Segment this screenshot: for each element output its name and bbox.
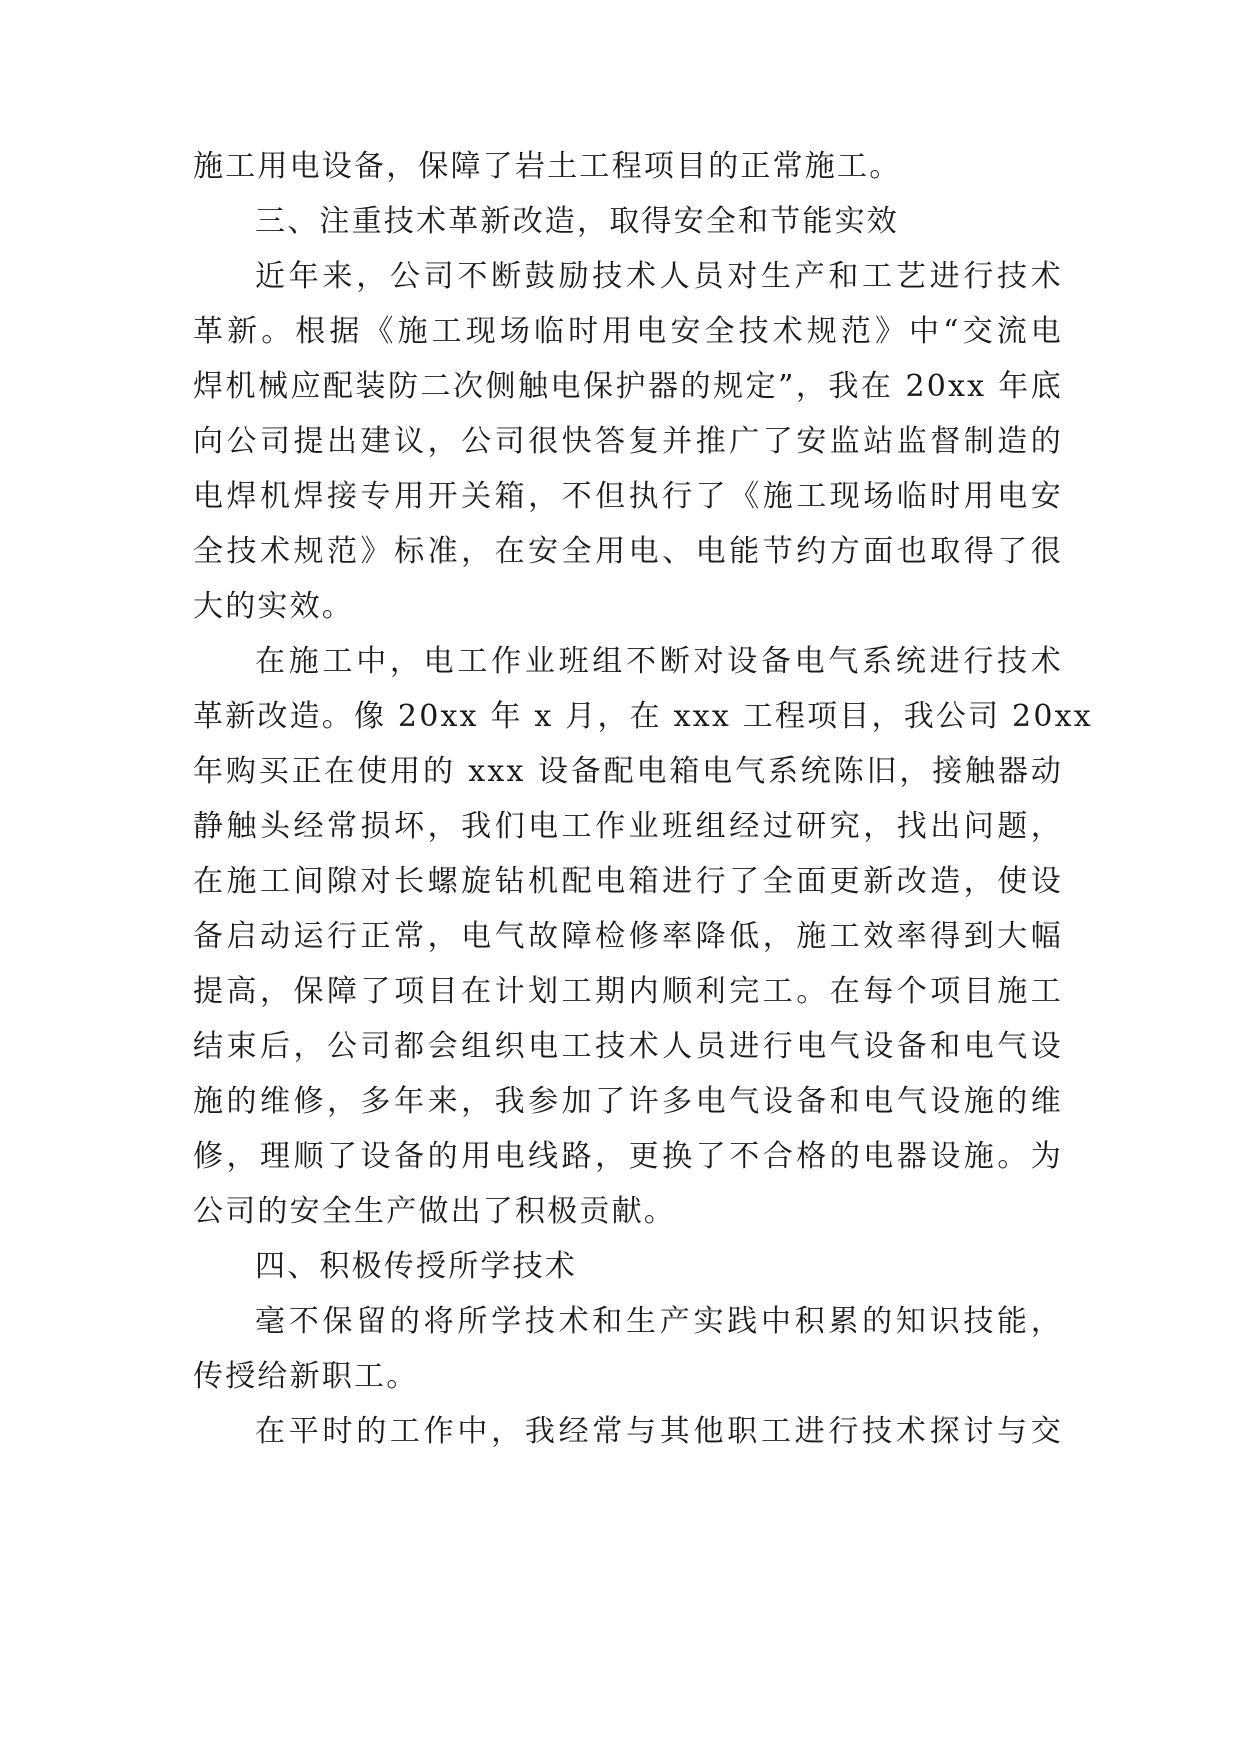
text-line: 静触头经常损坏，我们电工作业班组经过研究，找出问题，: [193, 809, 1063, 844]
text-line: 革新。根据《施工现场临时用电安全技术规范》中“交流电: [193, 314, 1063, 349]
section-heading: 三、注重技术革新改造，取得安全和节能实效: [255, 204, 899, 239]
text-line: 大的实效。: [193, 589, 354, 624]
text-line: 施的维修，多年来，我参加了许多电气设备和电气设施的维: [193, 1084, 1063, 1119]
text-line: 向公司提出建议，公司很快答复并推广了安监站监督制造的: [193, 424, 1063, 459]
text-line: 修，理顺了设备的用电线路，更换了不合格的电器设施。为: [193, 1139, 1063, 1174]
text-line: 在施工中，电工作业班组不断对设备电气系统进行技术: [255, 644, 1063, 679]
text-line: 革新改造。像 20xx 年 x 月，在 xxx 工程项目，我公司 20xx: [193, 699, 1093, 734]
text-line: 传授给新职工。: [193, 1359, 419, 1394]
text-line: 近年来，公司不断鼓励技术人员对生产和工艺进行技术: [255, 259, 1063, 294]
text-line: 结束后，公司都会组织电工技术人员进行电气设备和电气设: [193, 1029, 1063, 1064]
text-line: 备启动运行正常，电气故障检修率降低，施工效率得到大幅: [193, 919, 1063, 954]
text-line: 在平时的工作中，我经常与其他职工进行技术探讨与交: [255, 1414, 1063, 1449]
section-heading: 四、积极传授所学技术: [255, 1249, 577, 1284]
text-line: 在施工间隙对长螺旋钻机配电箱进行了全面更新改造，使设: [193, 864, 1063, 899]
text-line: 毫不保留的将所学技术和生产实践中积累的知识技能，: [255, 1304, 1063, 1339]
text-line: 施工用电设备，保障了岩土工程项目的正常施工。: [193, 149, 902, 184]
text-line: 全技术规范》标准，在安全用电、电能节约方面也取得了很: [193, 534, 1063, 569]
text-line: 电焊机焊接专用开关箱，不但执行了《施工现场临时用电安: [193, 479, 1063, 514]
text-line: 年购买正在使用的 xxx 设备配电箱电气系统陈旧，接触器动: [193, 754, 1063, 789]
text-line: 提高，保障了项目在计划工期内顺利完工。在每个项目施工: [193, 974, 1063, 1009]
text-line: 焊机械应配装防二次侧触电保护器的规定”，我在 20xx 年底: [193, 369, 1063, 404]
text-line: 公司的安全生产做出了积极贡献。: [193, 1194, 676, 1229]
